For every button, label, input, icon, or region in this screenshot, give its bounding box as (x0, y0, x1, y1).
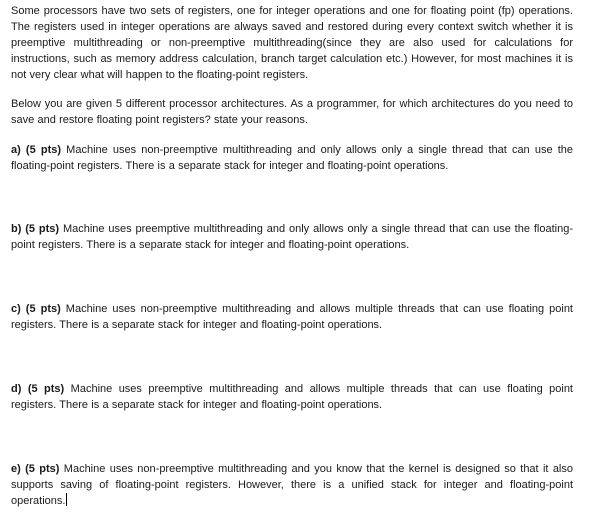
question-d-text: Machine uses preemptive multithreading and allows multiple threads that can use floating point registers. There is a separate stack for integer and floating-point operations. (11, 383, 573, 411)
task-paragraph: Below you are given 5 different processor architectures. As a programmer, for which architectures do you need to save and restore floating point registers? state your reasons. (11, 98, 573, 126)
question-d (11, 381, 573, 413)
question-d-label: d) (5 pts) (11, 383, 65, 395)
question-b (11, 221, 573, 253)
question-e-text: Machine uses non-preemptive multithreading and you know that the kernel is designed so that it also supports saving of floating-point registers. However, there is a unified stack for integer and floating-point operations. (11, 463, 573, 507)
intro-paragraph: Some processors have two sets of registers, one for integer operations and one for floating point (fp) operations. The registers used in integer operations are always saved and restored during every context switch whether it is preemptive multithreading or non-preemptive multithreading(since they are also used for calculations for instructions, such as memory address calculation, branch target calculation etc.) However, for most machines it is not very clear what will happen to the floating-point registers. (11, 5, 573, 81)
question-b-text: Machine uses preemptive multithreading and only allows only a single thread that can use the floating-point registers. There is a separate stack for integer and floating-point operations. (11, 223, 573, 251)
question-e (11, 461, 573, 509)
question-a-text: Machine uses non-preemptive multithreading and only allows only a single thread that can use the floating-point registers. There is a separate stack for integer and floating-point operations. (11, 144, 573, 172)
question-c-label: c) (5 pts) (11, 303, 61, 315)
question-c-text: Machine uses non-preemptive multithreading and allows multiple threads that can use floating point registers. There is a separate stack for integer and floating-point operations. (11, 303, 573, 331)
text-cursor (66, 493, 67, 506)
question-c (11, 301, 573, 333)
question-e-label: e) (5 pts) (11, 463, 60, 475)
question-a (11, 142, 573, 174)
document-body[interactable] (11, 2, 573, 509)
question-b-label: b) (5 pts) (11, 223, 60, 235)
question-a-label: a) (5 pts) (11, 144, 62, 156)
